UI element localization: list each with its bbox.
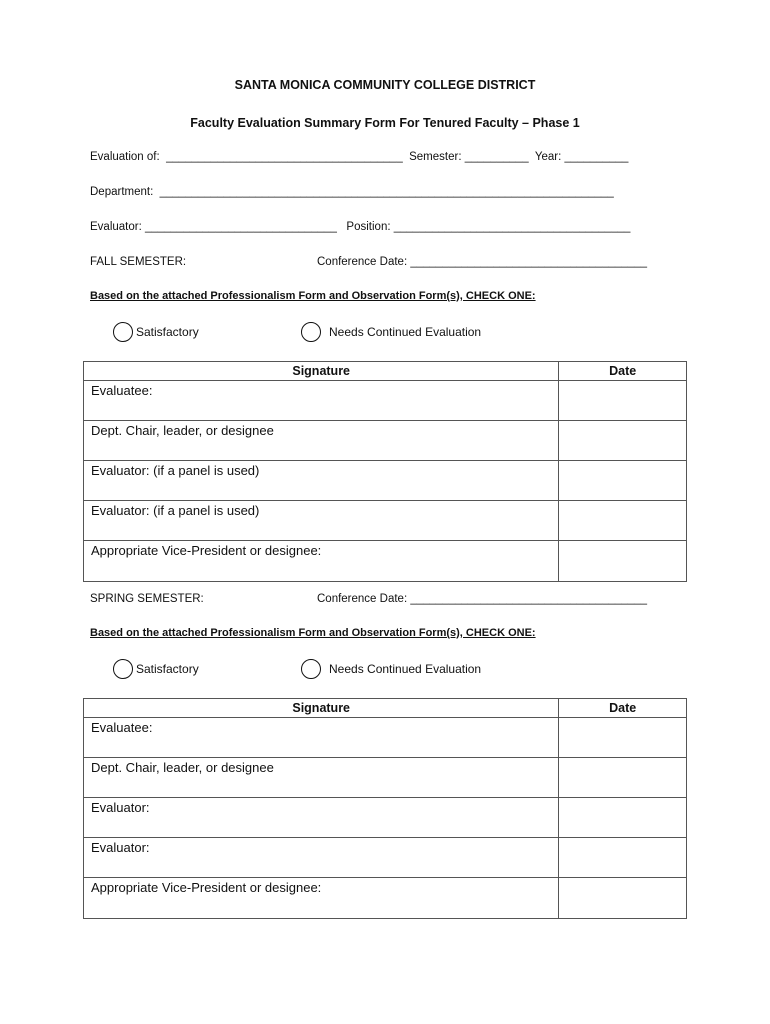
spring-semester-label: SPRING SEMESTER:: [90, 593, 204, 605]
table-row: [84, 798, 687, 838]
signature-cell-evaluator-2[interactable]: Evaluator:: [84, 838, 559, 878]
table-row: [84, 758, 687, 798]
signature-cell-dept-chair[interactable]: Dept. Chair, leader, or designee: [84, 758, 559, 798]
signature-cell-vice-president[interactable]: Appropriate Vice-President or designee:: [84, 541, 559, 582]
table-row: [84, 541, 687, 582]
date-cell[interactable]: [559, 798, 687, 838]
table-row: [84, 718, 687, 758]
spring-satisfactory-radio[interactable]: [113, 659, 133, 679]
signature-cell-evaluatee[interactable]: Evaluatee:: [84, 381, 559, 421]
table-row: [84, 878, 687, 919]
signature-cell-evaluatee[interactable]: Evaluatee:: [84, 718, 559, 758]
date-cell[interactable]: [559, 541, 687, 582]
fall-satisfactory-label: Satisfactory: [136, 325, 199, 339]
table-row: [84, 421, 687, 461]
date-cell[interactable]: [559, 421, 687, 461]
evaluator-position-field[interactable]: Evaluator: ______________________________ Position: _____________________________________: [90, 221, 631, 233]
fall-conference-date-field[interactable]: Conference Date: _____________________________________: [317, 256, 647, 268]
evaluation-of-field[interactable]: Evaluation of: _____________________________________ Semester: __________ Year: __________: [90, 151, 629, 163]
signature-cell-evaluator-2[interactable]: Evaluator: (if a panel is used): [84, 501, 559, 541]
table-row: [84, 381, 687, 421]
spring-needs-continued-label: Needs Continued Evaluation: [329, 662, 482, 676]
signature-cell-evaluator-1[interactable]: Evaluator: (if a panel is used): [84, 461, 559, 501]
signature-column-header: Signature: [84, 699, 559, 718]
signature-cell-evaluator-1[interactable]: Evaluator:: [84, 798, 559, 838]
department-field[interactable]: Department: _______________________________________________________________________: [90, 186, 614, 198]
fall-needs-continued-label: Needs Continued Evaluation: [329, 325, 482, 339]
date-cell[interactable]: [559, 461, 687, 501]
date-cell[interactable]: [559, 501, 687, 541]
table-row: [84, 838, 687, 878]
date-cell[interactable]: [559, 718, 687, 758]
fall-semester-label: FALL SEMESTER:: [90, 256, 187, 268]
signature-column-header: Signature: [84, 362, 559, 381]
table-row: [84, 461, 687, 501]
form-title: Faculty Evaluation Summary Form For Tenured Faculty – Phase 1: [190, 116, 580, 130]
spring-signature-table: [83, 698, 687, 919]
table-row: [84, 501, 687, 541]
fall-satisfactory-radio[interactable]: [113, 322, 133, 342]
date-column-header: Date: [559, 362, 687, 381]
date-column-header: Date: [559, 699, 687, 718]
spring-needs-continued-radio[interactable]: [301, 659, 321, 679]
fall-check-one-instruction: Based on the attached Professionalism Form and Observation Form(s), CHECK ONE:: [90, 290, 536, 302]
district-title: SANTA MONICA COMMUNITY COLLEGE DISTRICT: [234, 78, 536, 92]
date-cell[interactable]: [559, 878, 687, 919]
date-cell[interactable]: [559, 838, 687, 878]
date-cell[interactable]: [559, 381, 687, 421]
spring-conference-date-field[interactable]: Conference Date: _____________________________________: [317, 593, 647, 605]
spring-satisfactory-label: Satisfactory: [136, 662, 199, 676]
fall-signature-table: [83, 361, 687, 582]
fall-needs-continued-radio[interactable]: [301, 322, 321, 342]
signature-cell-dept-chair[interactable]: Dept. Chair, leader, or designee: [84, 421, 559, 461]
signature-cell-vice-president[interactable]: Appropriate Vice-President or designee:: [84, 878, 559, 919]
date-cell[interactable]: [559, 758, 687, 798]
spring-check-one-instruction: Based on the attached Professionalism Form and Observation Form(s), CHECK ONE:: [90, 627, 536, 639]
